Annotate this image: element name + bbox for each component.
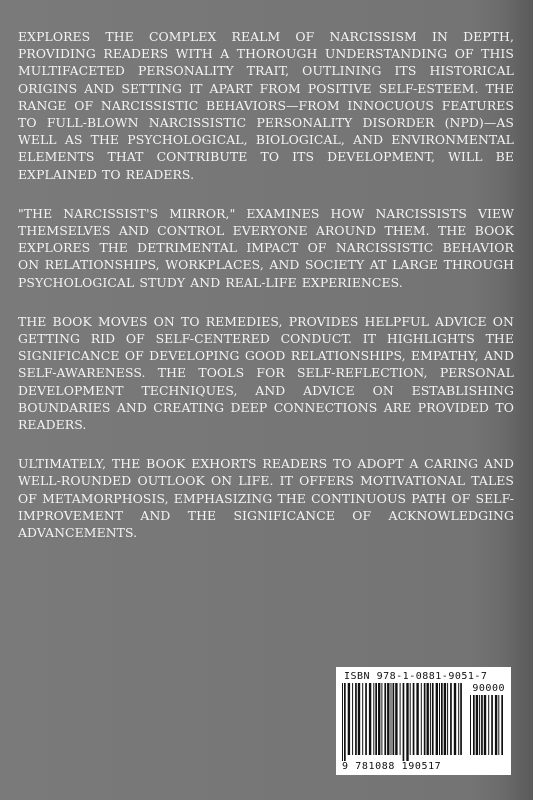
barcode-bar — [470, 695, 471, 755]
barcode-bar — [358, 683, 360, 755]
barcode-bar — [447, 683, 448, 755]
barcode-bar — [444, 683, 446, 755]
barcode-bar — [348, 683, 350, 755]
barcode-bar — [424, 683, 426, 755]
blurb-paragraph-3: THE BOOK MOVES ON TO REMEDIES, PROVIDES HELPFUL ADVICE ON GETTING RID OF SELF-CENTERED CONDUCT. IT HIGHLIGHTS THE SIGNIFICANCE OF DEVELOPING GOOD RELATIONSHIPS, EMPATHY, AND SELF-AWARENESS. THE TOOLS FOR SELF-REFLECTION, PERSONAL DEVELOPMENT TECHNIQUES, AND ADVICE ON ESTABLISHING BOUNDARIES AND CREATING DEEP CONNECTIONS ARE PROVIDED TO READERS. — [18, 313, 514, 433]
barcode-bar — [473, 695, 475, 755]
barcode-bar — [491, 695, 493, 755]
barcode-bar — [362, 683, 363, 755]
barcode-bar — [395, 683, 397, 755]
blurb-paragraph-1: EXPLORES THE COMPLEX REALM OF NARCISSISM IN DEPTH, PROVIDING READERS WITH A THOROUGH UNDERSTANDING OF THIS MULTIFACETED PERSONALITY TRAIT, OUTLINING ITS HISTORICAL ORIGINS AND SETTING IT APART FROM POSITIVE SELF-ESTEEM. THE RANGE OF NARCISSISTIC BEHAVIORS—FROM INNOCUOUS FEATURES TO FULL-BLOWN NARCISSISTIC PERSONALITY DISORDER (NPD)—AS WELL AS THE PSYCHOLOGICAL, BIOLOGICAL, AND ENVIRONMENTAL ELEMENTS THAT CONTRIBUTE TO ITS DEVELOPMENT, WILL BE EXPLAINED TO READERS. — [18, 29, 514, 182]
barcode-bar — [458, 683, 459, 755]
barcode-bar — [369, 683, 371, 755]
barcode-bar — [410, 683, 411, 755]
barcode-bar — [384, 683, 386, 755]
barcode-bar — [421, 683, 422, 755]
barcode-bar — [355, 683, 357, 755]
barcode-bar — [501, 695, 503, 755]
barcode-bar — [479, 695, 480, 755]
barcode-bar — [344, 683, 346, 761]
barcode-bar — [454, 683, 456, 755]
blurb-paragraph-2: "THE NARCISSIST'S MIRROR," EXAMINES HOW NARCISSISTS VIEW THEMSELVES AND CONTROL EVERYONE AROUND THEM. THE BOOK EXPLORES THE DETRIMENTAL IMPACT OF NARCISSISTIC BEHAVIOR ON RELATIONSHIPS, WORKPLACES, AND SOCIETY AT LARGE THROUGH PSYCHOLOGICAL STUDY AND REAL-LIFE EXPERIENCES. — [18, 205, 514, 290]
barcode-bar — [476, 695, 478, 755]
barcode-bar — [498, 695, 499, 755]
barcode-bar — [430, 683, 431, 755]
blurb-text — [18, 28, 514, 563]
barcode-bar — [373, 683, 374, 755]
blurb-paragraph-4: ULTIMATELY, THE BOOK EXHORTS READERS TO ADOPT A CARING AND WELL-ROUNDED OUTLOOK ON LIFE. IT OFFERS MOTIVATIONAL TALES OF METAMORPHOSIS, EMPHASIZING THE CONTINUOUS PATH OF SELF-IMPROVEMENT AND THE SIGNIFICANCE OF ACKNOWLEDGING ADVANCEMENTS. — [18, 456, 514, 541]
barcode-bar — [460, 683, 462, 755]
barcode-bar — [416, 683, 418, 755]
ean-barcode-bars — [340, 683, 464, 761]
barcode-bar — [439, 683, 440, 755]
barcode-bar — [375, 683, 377, 755]
addon-barcode-bars — [468, 695, 506, 761]
barcode-bar — [427, 683, 429, 755]
barcode-bar — [436, 683, 438, 755]
barcode-bar — [495, 695, 497, 755]
barcode-bar — [378, 683, 380, 755]
barcode-bar — [403, 683, 405, 761]
barcode-bar — [381, 683, 382, 755]
barcode-bar — [400, 683, 401, 755]
barcode-bar — [352, 683, 353, 755]
barcode-bar — [413, 683, 415, 755]
barcode-bar — [387, 683, 389, 755]
barcode-bar — [450, 683, 452, 755]
barcode-bar — [488, 695, 489, 755]
barcode-bar — [365, 683, 367, 755]
barcode-bar — [441, 683, 443, 755]
barcode-bar — [432, 683, 434, 755]
price-code: 90000 — [472, 683, 505, 694]
isbn-barcode — [336, 667, 511, 775]
barcode-bar — [393, 683, 395, 755]
ean-digits: 9 781088 190517 — [342, 761, 442, 772]
barcode-bar — [406, 683, 408, 761]
barcode-bar — [391, 683, 392, 755]
barcode-bar — [342, 683, 343, 761]
barcode-bar — [484, 695, 486, 755]
isbn-label: ISBN 978-1-0881-9051-7 — [344, 671, 488, 682]
barcode-bar — [481, 695, 483, 755]
